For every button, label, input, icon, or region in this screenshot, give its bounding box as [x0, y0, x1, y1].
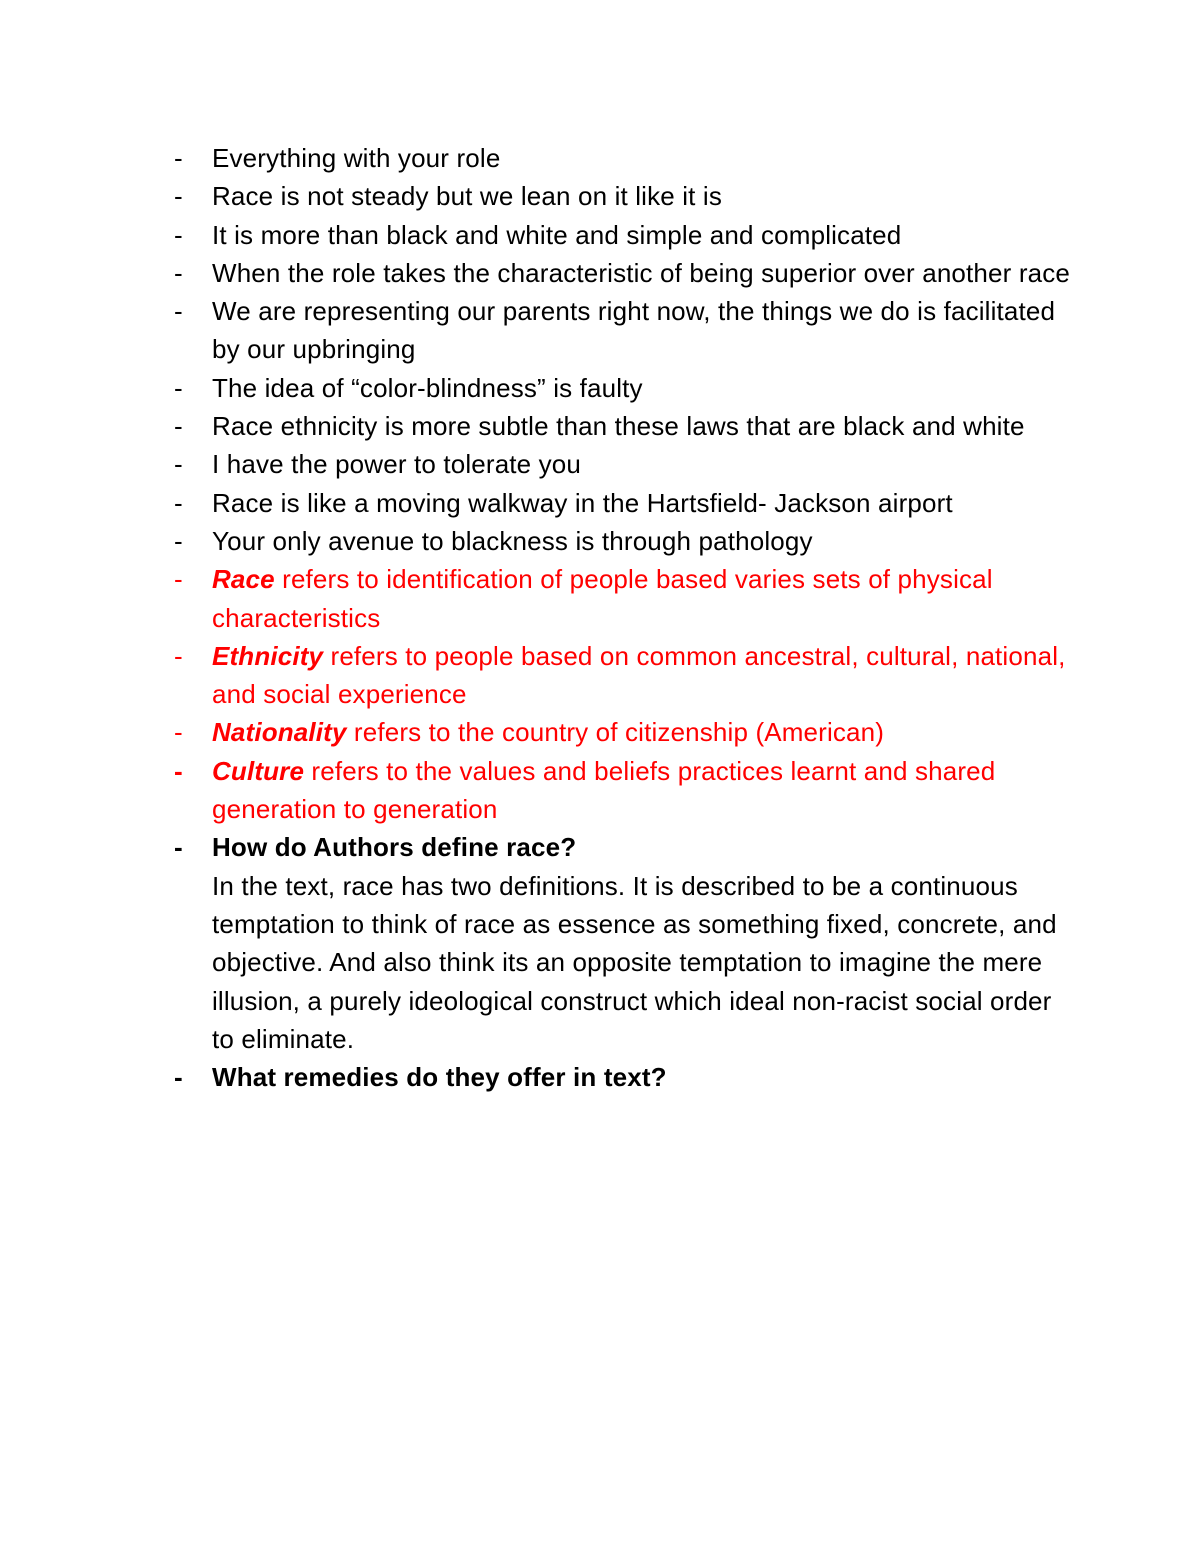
bullet-dash: -	[174, 1062, 183, 1093]
question-heading: What remedies do they offer in text?	[212, 1062, 667, 1093]
definition-term: Nationality	[212, 717, 347, 748]
note-text: The idea of “color-blindness” is faulty	[212, 372, 643, 403]
note-text: We are representing our parents right now, the things we do is facilitated by our upbringing	[212, 296, 1056, 365]
bullet-dash: -	[174, 640, 183, 671]
note-text: It is more than black and white and simple and complicated	[212, 219, 902, 250]
note-text: Everything with your role	[212, 143, 501, 173]
list-item	[0, 522, 1072, 560]
list-item	[0, 445, 1072, 483]
note-text: Race is not steady but we lean on it like it is	[212, 181, 722, 212]
note-text: I have the power to tolerate you	[212, 449, 582, 480]
note-text: Your only avenue to blackness is through pathology	[212, 525, 813, 556]
bullet-dash: -	[174, 143, 183, 173]
definition-item	[0, 752, 1072, 829]
bullet-dash: -	[174, 487, 183, 518]
bullet-dash: -	[174, 411, 183, 442]
definition-text: refers to the country of citizenship (American)	[346, 717, 885, 748]
definition-term: Race	[212, 564, 275, 595]
bullet-dash: -	[174, 832, 183, 863]
note-text: Race ethnicity is more subtle than these laws that are black and white	[212, 411, 1025, 442]
bullet-dash: -	[174, 296, 183, 327]
definition-item	[0, 560, 1072, 637]
bullet-dash: -	[174, 372, 183, 403]
note-text: Race is like a moving walkway in the Hartsfield- Jackson airport	[212, 487, 953, 518]
question-item	[0, 828, 1072, 1058]
bullet-dash: -	[174, 755, 183, 786]
list-item	[0, 369, 1072, 407]
list-item	[0, 216, 1072, 254]
definition-text: refers to the values and beliefs practices learnt and shared generation to generation	[212, 755, 996, 825]
question-heading: How do Authors define race?	[212, 832, 577, 863]
answer-text: In the text, race has two definitions. It is described to be a continuous temptation to think of race as essence as something fixed, concrete, and objective. And also think its an opposite temptation to imagine the mere illusion, a purely ideological construct which ideal non-racist social order to eliminate.	[212, 870, 1057, 1054]
bullet-dash: -	[174, 525, 183, 556]
bullet-dash: -	[174, 181, 183, 212]
list-item	[0, 254, 1072, 292]
list-item	[0, 139, 1072, 177]
bullet-dash: -	[174, 564, 183, 595]
list-item	[0, 484, 1072, 522]
bullet-dash: -	[174, 717, 183, 748]
bullet-dash: -	[174, 219, 183, 250]
list-item	[0, 407, 1072, 445]
definition-item	[0, 713, 1072, 751]
definition-item	[0, 637, 1072, 714]
definition-term: Culture	[212, 755, 305, 786]
list-item	[0, 177, 1072, 215]
definition-term: Ethnicity	[212, 640, 324, 671]
note-text: When the role takes the characteristic of being superior over another race	[212, 257, 1070, 288]
list-item	[0, 292, 1072, 369]
bullet-dash: -	[174, 449, 183, 480]
notes-list	[0, 139, 1200, 1096]
definition-text: refers to people based on common ancestral, cultural, national, and social experience	[212, 640, 1066, 710]
definition-text: refers to identification of people based varies sets of physical characteristics	[212, 564, 993, 633]
bullet-dash: -	[174, 257, 183, 288]
question-item	[0, 1058, 1072, 1096]
